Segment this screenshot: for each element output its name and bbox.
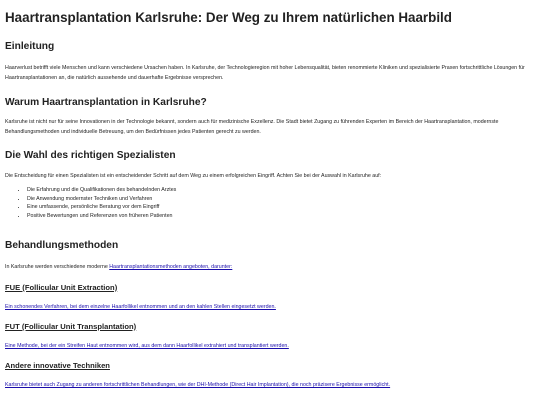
other-techniques-paragraph bbox=[5, 380, 531, 390]
list-item: • Eine umfassende, persönliche Beratung vor dem Eingriff bbox=[27, 203, 527, 212]
specialist-paragraph: Die Entscheidung für einen Spezialisten ist ein entscheidender Schritt auf dem Weg zu einem erfolgreichen Eingriff. Achten Sie bei der Auswahl in Karlsruhe auf: bbox=[5, 173, 382, 179]
intro-paragraph: Haarverlust betrifft viele Menschen und kann verschiedene Ursachen haben. In Karlsruhe, der Technologieregion mit hoher Lebensqualität, bieten renommierte Kliniken und spezialisierte Praxen fortschrittliche Lösungen für Haartransplantationen an, die natürlich aussehende und dauerhafte Ergebnisse versprechen. bbox=[5, 65, 525, 81]
why-paragraph: Karlsruhe ist nicht nur für seine Innovationen in der Technologie bekannt, sondern auch für medizinische Exzellenz. Die Stadt bietet Zugang zu führenden Experten im Bereich der Haartransplantation, modernste Behandlungsmethoden und individuelle Betreuung, um den Bedürfnissen jedes Patienten gerecht zu werden. bbox=[5, 119, 499, 135]
fue-paragraph bbox=[5, 302, 531, 312]
heading-fut: FUT (Follicular Unit Transplantation) bbox=[5, 322, 137, 331]
heading-fue: FUE (Follicular Unit Extraction) bbox=[5, 283, 118, 292]
heading-methods: Behandlungsmethoden bbox=[5, 240, 119, 251]
methods-link[interactable]: Haartransplantationsmethoden angeboten, darunter: bbox=[109, 264, 233, 270]
methods-paragraph bbox=[5, 262, 531, 272]
page-title: Haartransplantation Karlsruhe: Der Weg zu Ihrem natürlichen Haarbild bbox=[5, 10, 452, 25]
methods-intro-text: In Karlsruhe werden verschiedene moderne bbox=[5, 264, 110, 270]
list-item: • Die Anwendung modernster Techniken und Verfahren bbox=[27, 195, 527, 204]
list-item: • Positive Bewertungen und Referenzen von früheren Patienten bbox=[27, 212, 527, 221]
fue-link[interactable]: Ein schonendes Verfahren, bei dem einzelne Haarfollikel entnommen und an den kahlen Stellen eingesetzt werden. bbox=[5, 304, 276, 310]
heading-other-techniques: Andere innovative Techniken bbox=[5, 361, 110, 370]
fut-paragraph bbox=[5, 341, 531, 351]
fut-link[interactable]: Eine Methode, bei der ein Streifen Haut entnommen wird, aus dem dann Haarfollikel extrahiert und transplantiert werden. bbox=[5, 343, 289, 349]
specialist-criteria-list bbox=[5, 186, 527, 221]
other-techniques-link[interactable]: Karlsruhe bietet auch Zugang zu anderen fortschrittlichen Behandlungen, wie der DHI-Methode (Direct Hair Implantation), die noch präzisere Ergebnisse ermöglicht. bbox=[5, 382, 391, 388]
heading-intro: Einleitung bbox=[5, 41, 55, 52]
heading-why: Warum Haartransplantation in Karlsruhe? bbox=[5, 97, 207, 108]
list-item: • Die Erfahrung und die Qualifikationen des behandelnden Arztes bbox=[27, 186, 527, 195]
heading-specialist: Die Wahl des richtigen Spezialisten bbox=[5, 150, 176, 161]
